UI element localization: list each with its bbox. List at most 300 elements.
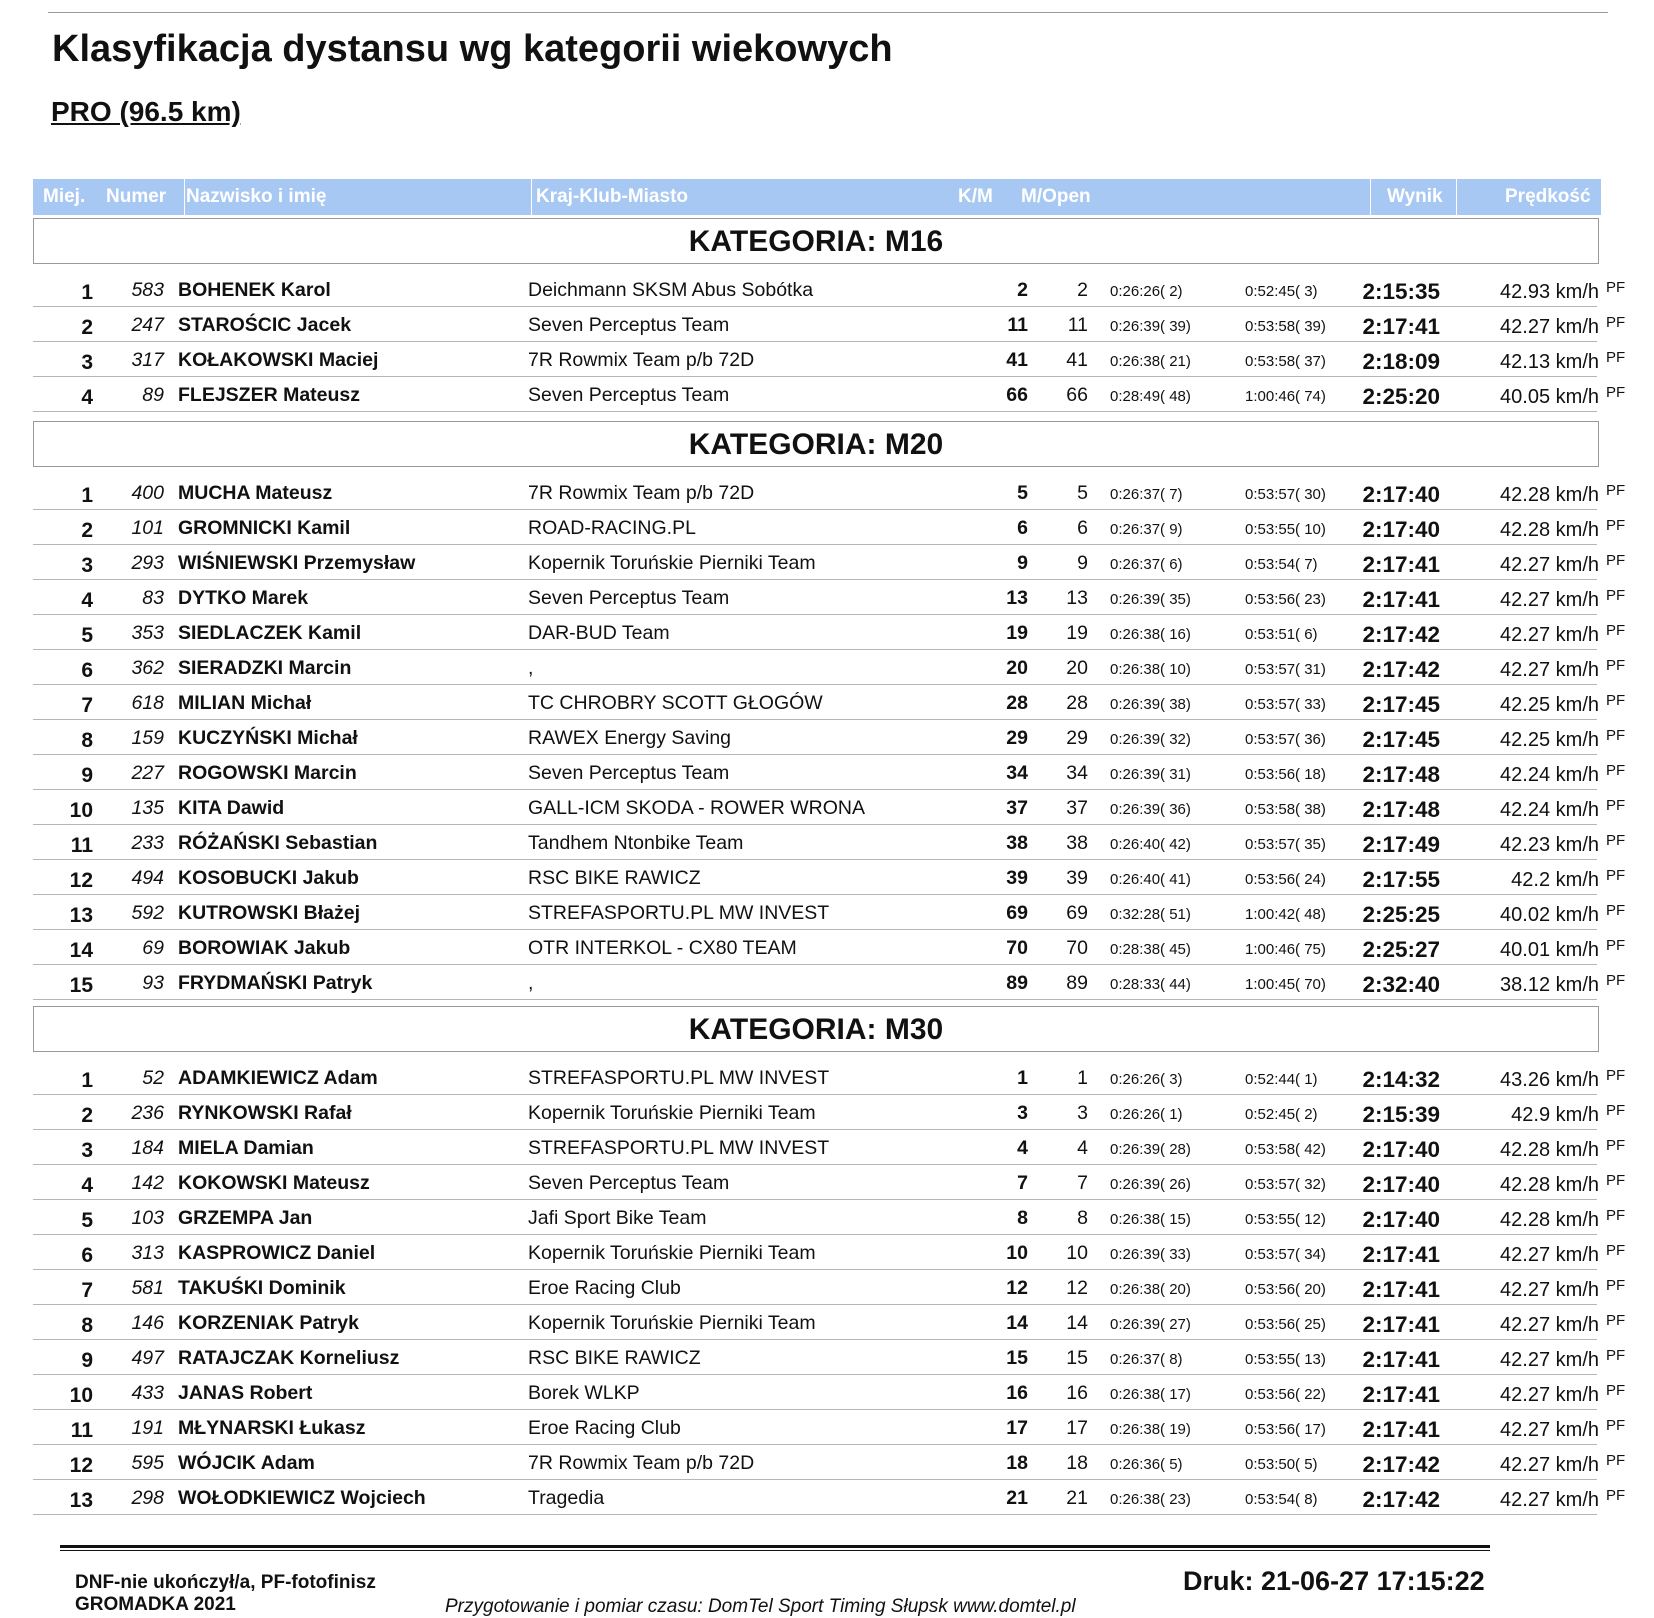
photo-finish-flag: PF (1606, 1452, 1626, 1469)
place-cell: 2 (81, 519, 93, 542)
split-time-1: 0:26:39( 32) (1110, 731, 1191, 748)
finish-time: 2:17:40 (1362, 517, 1440, 542)
split-time-2: 0:53:57( 31) (1245, 661, 1326, 678)
club-name: Kopernik Toruńskie Pierniki Team (528, 1242, 816, 1264)
open-rank: 34 (1066, 762, 1088, 784)
table-row (33, 1305, 1626, 1340)
split-time-1: 0:26:36( 5) (1110, 1456, 1183, 1473)
average-speed: 42.27 km/h (1500, 1419, 1599, 1441)
rider-name: FLEJSZER Mateusz (178, 384, 361, 406)
bib-number: 433 (131, 1382, 164, 1404)
club-name: Seven Perceptus Team (528, 314, 730, 336)
photo-finish-flag: PF (1606, 972, 1626, 989)
split-time-2: 0:53:58( 42) (1245, 1141, 1326, 1158)
club-name: GALL-ICM SKODA - ROWER WRONA (528, 797, 865, 819)
rider-name: RÓŻAŃSKI Sebastian (178, 832, 378, 854)
rider-name: TAKUŚKI Dominik (178, 1277, 346, 1299)
table-row (33, 1130, 1626, 1165)
open-rank: 5 (1077, 482, 1088, 504)
bib-number: 227 (131, 762, 164, 784)
rider-name: RYNKOWSKI Rafał (178, 1102, 352, 1124)
split-time-2: 0:53:57( 33) (1245, 696, 1326, 713)
table-row (33, 272, 1626, 307)
category-rank: 15 (1006, 1347, 1028, 1369)
bib-number: 247 (131, 314, 164, 336)
average-speed: 42.27 km/h (1500, 624, 1599, 646)
table-row (33, 1200, 1626, 1235)
finish-time: 2:17:41 (1362, 552, 1440, 577)
open-rank: 14 (1066, 1312, 1088, 1334)
place-cell: 2 (81, 1104, 93, 1127)
average-speed: 40.05 km/h (1500, 386, 1599, 408)
header-separator (184, 179, 185, 215)
category-rank: 28 (1006, 692, 1028, 714)
photo-finish-flag: PF (1606, 867, 1626, 884)
average-speed: 42.27 km/h (1500, 1384, 1599, 1406)
category-rank: 8 (1017, 1207, 1028, 1229)
split-time-2: 1:00:46( 74) (1245, 388, 1326, 405)
split-time-2: 0:53:56( 25) (1245, 1316, 1326, 1333)
average-speed: 42.28 km/h (1500, 1174, 1599, 1196)
bib-number: 497 (131, 1347, 164, 1369)
place-cell: 8 (81, 729, 93, 752)
finish-time: 2:15:39 (1362, 1102, 1440, 1127)
place-cell: 12 (69, 869, 93, 892)
average-speed: 42.28 km/h (1500, 519, 1599, 541)
club-name: , (528, 972, 534, 994)
open-rank: 10 (1066, 1242, 1088, 1264)
bib-number: 93 (142, 972, 164, 994)
place-cell: 13 (69, 904, 93, 927)
finish-time: 2:25:25 (1362, 902, 1440, 927)
place-cell: 1 (81, 484, 93, 507)
photo-finish-flag: PF (1606, 1242, 1626, 1259)
open-rank: 9 (1077, 552, 1088, 574)
bib-number: 313 (131, 1242, 164, 1264)
split-time-1: 0:26:37( 8) (1110, 1351, 1183, 1368)
finish-time: 2:17:41 (1362, 1277, 1440, 1302)
table-row (33, 860, 1626, 895)
finish-time: 2:17:40 (1362, 1172, 1440, 1197)
split-time-1: 0:26:39( 33) (1110, 1246, 1191, 1263)
bib-number: 581 (131, 1277, 164, 1299)
rider-name: BOHENEK Karol (178, 279, 331, 301)
place-cell: 4 (81, 589, 93, 612)
place-cell: 3 (81, 554, 93, 577)
open-rank: 13 (1066, 587, 1088, 609)
category-rank: 19 (1006, 622, 1028, 644)
rider-name: KASPROWICZ Daniel (178, 1242, 376, 1264)
average-speed: 42.28 km/h (1500, 484, 1599, 506)
category-rank: 3 (1017, 1102, 1028, 1124)
photo-finish-flag: PF (1606, 797, 1626, 814)
finish-time: 2:25:20 (1362, 384, 1440, 409)
finish-time: 2:17:40 (1362, 1137, 1440, 1162)
table-row (33, 1165, 1626, 1200)
distance-subtitle: PRO (96.5 km) (51, 96, 241, 127)
category-rank: 6 (1017, 517, 1028, 539)
club-name: 7R Rowmix Team p/b 72D (528, 482, 755, 504)
rider-name: MIELA Damian (178, 1137, 314, 1159)
photo-finish-flag: PF (1606, 1172, 1626, 1189)
col-m-open: M/Open (1021, 186, 1091, 207)
photo-finish-flag: PF (1606, 832, 1626, 849)
split-time-1: 0:26:39( 38) (1110, 696, 1191, 713)
club-name: 7R Rowmix Team p/b 72D (528, 349, 755, 371)
club-name: STREFASPORTU.PL MW INVEST (528, 1067, 830, 1089)
header-separator (531, 179, 532, 215)
bib-number: 592 (131, 902, 164, 924)
place-cell: 3 (81, 1139, 93, 1162)
rider-name: RATAJCZAK Korneliusz (178, 1347, 400, 1369)
finish-time: 2:17:42 (1362, 657, 1440, 682)
bib-number: 159 (131, 727, 164, 749)
category-rank: 89 (1006, 972, 1028, 994)
table-header (33, 179, 1601, 215)
bib-number: 583 (131, 279, 164, 301)
photo-finish-flag: PF (1606, 692, 1626, 709)
footer-rule (60, 1550, 1490, 1551)
col-club: Kraj-Klub-Miasto (536, 186, 688, 207)
category-rank: 13 (1006, 587, 1028, 609)
table-row (33, 650, 1626, 685)
bib-number: 236 (131, 1102, 164, 1124)
split-time-2: 0:52:45( 3) (1245, 283, 1318, 300)
photo-finish-flag: PF (1606, 1312, 1626, 1329)
place-cell: 1 (81, 281, 93, 304)
club-name: STREFASPORTU.PL MW INVEST (528, 902, 830, 924)
finish-time: 2:17:49 (1362, 832, 1440, 857)
open-rank: 21 (1066, 1487, 1088, 1509)
place-cell: 6 (81, 659, 93, 682)
club-name: Seven Perceptus Team (528, 762, 730, 784)
club-name: Seven Perceptus Team (528, 1172, 730, 1194)
photo-finish-flag: PF (1606, 727, 1626, 744)
table-row (33, 685, 1626, 720)
photo-finish-flag: PF (1606, 349, 1626, 366)
club-name: DAR-BUD Team (528, 622, 670, 644)
place-cell: 2 (81, 316, 93, 339)
table-row (33, 307, 1626, 342)
category-rank: 4 (1017, 1137, 1028, 1159)
club-name: TC CHROBRY SCOTT GŁOGÓW (528, 692, 823, 714)
top-rule (48, 12, 1608, 13)
rider-name: KOŁAKOWSKI Maciej (178, 349, 379, 371)
finish-time: 2:18:09 (1362, 349, 1440, 374)
footer-legend: DNF-nie ukończył/a, PF-fotofinisz (75, 1572, 376, 1593)
place-cell: 9 (81, 764, 93, 787)
average-speed: 42.2 km/h (1511, 869, 1599, 891)
finish-time: 2:15:35 (1362, 279, 1440, 304)
bib-number: 293 (131, 552, 164, 574)
bib-number: 317 (131, 349, 164, 371)
finish-time: 2:17:42 (1362, 622, 1440, 647)
club-name: Tandhem Ntonbike Team (528, 832, 744, 854)
place-cell: 13 (69, 1489, 93, 1512)
col-km: K/M (958, 186, 993, 207)
place-cell: 5 (81, 1209, 93, 1232)
open-rank: 18 (1066, 1452, 1088, 1474)
club-name: Kopernik Toruńskie Pierniki Team (528, 1102, 816, 1124)
category-rank: 34 (1006, 762, 1028, 784)
table-row (33, 580, 1626, 615)
split-time-1: 0:26:39( 28) (1110, 1141, 1191, 1158)
open-rank: 8 (1077, 1207, 1088, 1229)
average-speed: 40.02 km/h (1500, 904, 1599, 926)
average-speed: 42.28 km/h (1500, 1139, 1599, 1161)
split-time-1: 0:28:49( 48) (1110, 388, 1191, 405)
rider-name: KOKOWSKI Mateusz (178, 1172, 370, 1194)
photo-finish-flag: PF (1606, 1067, 1626, 1084)
place-cell: 8 (81, 1314, 93, 1337)
club-name: RSC BIKE RAWICZ (528, 867, 701, 889)
average-speed: 42.27 km/h (1500, 1349, 1599, 1371)
split-time-2: 0:53:55( 13) (1245, 1351, 1326, 1368)
table-row (33, 510, 1626, 545)
bib-number: 69 (142, 937, 164, 959)
rider-name: MUCHA Mateusz (178, 482, 333, 504)
col-place: Miej. (43, 186, 86, 207)
table-row (33, 755, 1626, 790)
split-time-1: 0:26:37( 9) (1110, 521, 1183, 538)
category-rank: 9 (1017, 552, 1028, 574)
col-result: Wynik (1387, 186, 1443, 207)
club-name: Seven Perceptus Team (528, 384, 730, 406)
club-name: ROAD-RACING.PL (528, 517, 696, 539)
open-rank: 37 (1066, 797, 1088, 819)
club-name: RAWEX Energy Saving (528, 727, 732, 749)
club-name: RSC BIKE RAWICZ (528, 1347, 701, 1369)
split-time-1: 0:26:40( 41) (1110, 871, 1191, 888)
open-rank: 38 (1066, 832, 1088, 854)
bib-number: 146 (131, 1312, 164, 1334)
split-time-1: 0:26:40( 42) (1110, 836, 1191, 853)
split-time-1: 0:26:37( 7) (1110, 486, 1183, 503)
split-time-2: 0:53:58( 38) (1245, 801, 1326, 818)
open-rank: 39 (1066, 867, 1088, 889)
photo-finish-flag: PF (1606, 1382, 1626, 1399)
rider-name: WÓJCIK Adam (178, 1452, 315, 1474)
finish-time: 2:17:41 (1362, 314, 1440, 339)
bib-number: 298 (131, 1487, 164, 1509)
finish-time: 2:17:40 (1362, 482, 1440, 507)
split-time-2: 0:53:56( 24) (1245, 871, 1326, 888)
open-rank: 89 (1066, 972, 1088, 994)
photo-finish-flag: PF (1606, 902, 1626, 919)
bib-number: 184 (131, 1137, 164, 1159)
page-title: Klasyfikacja dystansu wg kategorii wiekowych (52, 28, 893, 70)
club-name: Eroe Racing Club (528, 1277, 681, 1299)
rider-name: GROMNICKI Kamil (178, 517, 351, 539)
open-rank: 28 (1066, 692, 1088, 714)
photo-finish-flag: PF (1606, 1102, 1626, 1119)
category-rank: 29 (1006, 727, 1028, 749)
photo-finish-flag: PF (1606, 279, 1626, 296)
split-time-1: 0:26:39( 26) (1110, 1176, 1191, 1193)
category-rank: 69 (1006, 902, 1028, 924)
category-rank: 17 (1006, 1417, 1028, 1439)
average-speed: 42.27 km/h (1500, 1244, 1599, 1266)
club-name: Tragedia (528, 1487, 605, 1509)
average-speed: 38.12 km/h (1500, 974, 1599, 996)
bib-number: 142 (131, 1172, 164, 1194)
split-time-2: 0:53:56( 23) (1245, 591, 1326, 608)
bib-number: 83 (142, 587, 164, 609)
category-rank: 5 (1017, 482, 1028, 504)
average-speed: 42.27 km/h (1500, 554, 1599, 576)
split-time-2: 0:53:51( 6) (1245, 626, 1318, 643)
timing-credit: Przygotowanie i pomiar czasu: DomTel Sport Timing Słupsk www.domtel.pl (445, 1596, 1076, 1617)
col-number: Numer (106, 186, 167, 207)
average-speed: 42.27 km/h (1500, 1279, 1599, 1301)
average-speed: 42.9 km/h (1511, 1104, 1599, 1126)
open-rank: 70 (1066, 937, 1088, 959)
split-time-1: 0:26:37( 6) (1110, 556, 1183, 573)
club-name: STREFASPORTU.PL MW INVEST (528, 1137, 830, 1159)
col-name: Nazwisko i imię (186, 186, 327, 207)
open-rank: 7 (1077, 1172, 1088, 1194)
club-name: Seven Perceptus Team (528, 587, 730, 609)
average-speed: 42.28 km/h (1500, 1209, 1599, 1231)
place-cell: 3 (81, 351, 93, 374)
open-rank: 16 (1066, 1382, 1088, 1404)
finish-time: 2:25:27 (1362, 937, 1440, 962)
table-row (33, 1445, 1626, 1480)
category-rank: 12 (1006, 1277, 1028, 1299)
photo-finish-flag: PF (1606, 1137, 1626, 1154)
split-time-2: 1:00:42( 48) (1245, 906, 1326, 923)
open-rank: 12 (1066, 1277, 1088, 1299)
split-time-2: 0:53:58( 39) (1245, 318, 1326, 335)
table-row (33, 965, 1626, 1000)
place-cell: 12 (69, 1454, 93, 1477)
category-rank: 38 (1006, 832, 1028, 854)
average-speed: 42.24 km/h (1500, 799, 1599, 821)
photo-finish-flag: PF (1606, 1417, 1626, 1434)
category-rank: 18 (1006, 1452, 1028, 1474)
split-time-1: 0:26:39( 39) (1110, 318, 1191, 335)
photo-finish-flag: PF (1606, 1347, 1626, 1364)
open-rank: 17 (1066, 1417, 1088, 1439)
finish-time: 2:17:41 (1362, 1382, 1440, 1407)
rider-name: KUCZYŃSKI Michał (178, 727, 358, 749)
rider-name: MILIAN Michał (178, 692, 312, 714)
split-time-2: 0:53:55( 10) (1245, 521, 1326, 538)
open-rank: 6 (1077, 517, 1088, 539)
footer-rule (60, 1545, 1490, 1548)
bib-number: 362 (131, 657, 164, 679)
table-row (33, 1410, 1626, 1445)
place-cell: 6 (81, 1244, 93, 1267)
split-time-1: 0:26:39( 27) (1110, 1316, 1191, 1333)
category-rank: 41 (1006, 349, 1028, 371)
bib-number: 52 (142, 1067, 164, 1089)
average-speed: 40.01 km/h (1500, 939, 1599, 961)
split-time-2: 0:53:56( 22) (1245, 1386, 1326, 1403)
bib-number: 101 (131, 517, 164, 539)
average-speed: 43.26 km/h (1500, 1069, 1599, 1091)
table-row (33, 342, 1626, 377)
split-time-1: 0:26:39( 36) (1110, 801, 1191, 818)
split-time-2: 1:00:46( 75) (1245, 941, 1326, 958)
finish-time: 2:17:55 (1362, 867, 1440, 892)
bib-number: 233 (131, 832, 164, 854)
table-row (33, 615, 1626, 650)
place-cell: 4 (81, 1174, 93, 1197)
category-heading: KATEGORIA: M16 (33, 218, 1599, 264)
split-time-1: 0:26:38( 15) (1110, 1211, 1191, 1228)
rider-name: KUTROWSKI Błażej (178, 902, 361, 924)
place-cell: 15 (69, 974, 93, 997)
finish-time: 2:17:41 (1362, 1242, 1440, 1267)
open-rank: 15 (1066, 1347, 1088, 1369)
club-name: , (528, 657, 534, 679)
table-row (33, 720, 1626, 755)
bib-number: 618 (131, 692, 164, 714)
table-row (33, 475, 1626, 510)
split-time-1: 0:26:39( 35) (1110, 591, 1191, 608)
split-time-1: 0:26:26( 2) (1110, 283, 1183, 300)
header-separator (1370, 179, 1371, 215)
split-time-2: 0:53:57( 32) (1245, 1176, 1326, 1193)
split-time-1: 0:26:26( 3) (1110, 1071, 1183, 1088)
finish-time: 2:32:40 (1362, 972, 1440, 997)
average-speed: 42.27 km/h (1500, 1489, 1599, 1511)
table-row (33, 1480, 1626, 1515)
club-name: Kopernik Toruńskie Pierniki Team (528, 1312, 816, 1334)
category-rank: 2 (1017, 279, 1028, 301)
rider-name: BOROWIAK Jakub (178, 937, 351, 959)
table-row (33, 545, 1626, 580)
rider-name: JANAS Robert (178, 1382, 313, 1404)
split-time-2: 0:53:57( 34) (1245, 1246, 1326, 1263)
bib-number: 191 (131, 1417, 164, 1439)
split-time-1: 0:26:38( 16) (1110, 626, 1191, 643)
category-rank: 14 (1006, 1312, 1028, 1334)
finish-time: 2:17:40 (1362, 1207, 1440, 1232)
rider-name: KORZENIAK Patryk (178, 1312, 359, 1334)
photo-finish-flag: PF (1606, 482, 1626, 499)
rider-name: WOŁODKIEWICZ Wojciech (178, 1487, 426, 1509)
split-time-2: 0:53:54( 7) (1245, 556, 1318, 573)
split-time-2: 0:53:56( 17) (1245, 1421, 1326, 1438)
rider-name: SIERADZKI Marcin (178, 657, 352, 679)
place-cell: 1 (81, 1069, 93, 1092)
open-rank: 69 (1066, 902, 1088, 924)
open-rank: 29 (1066, 727, 1088, 749)
average-speed: 42.27 km/h (1500, 316, 1599, 338)
category-heading: KATEGORIA: M20 (33, 421, 1599, 467)
table-row (33, 1235, 1626, 1270)
photo-finish-flag: PF (1606, 1487, 1626, 1504)
table-row (33, 825, 1626, 860)
bib-number: 494 (131, 867, 164, 889)
photo-finish-flag: PF (1606, 517, 1626, 534)
rider-name: FRYDMAŃSKI Patryk (178, 972, 373, 994)
split-time-2: 0:53:56( 18) (1245, 766, 1326, 783)
split-time-2: 0:53:57( 35) (1245, 836, 1326, 853)
photo-finish-flag: PF (1606, 622, 1626, 639)
rider-name: STAROŚCIC Jacek (178, 314, 352, 336)
split-time-2: 0:53:56( 20) (1245, 1281, 1326, 1298)
split-time-1: 0:26:38( 23) (1110, 1491, 1191, 1508)
place-cell: 10 (69, 799, 93, 822)
photo-finish-flag: PF (1606, 384, 1626, 401)
rider-name: DYTKO Marek (178, 587, 309, 609)
finish-time: 2:17:48 (1362, 762, 1440, 787)
club-name: OTR INTERKOL - CX80 TEAM (528, 937, 797, 959)
average-speed: 42.13 km/h (1500, 351, 1599, 373)
